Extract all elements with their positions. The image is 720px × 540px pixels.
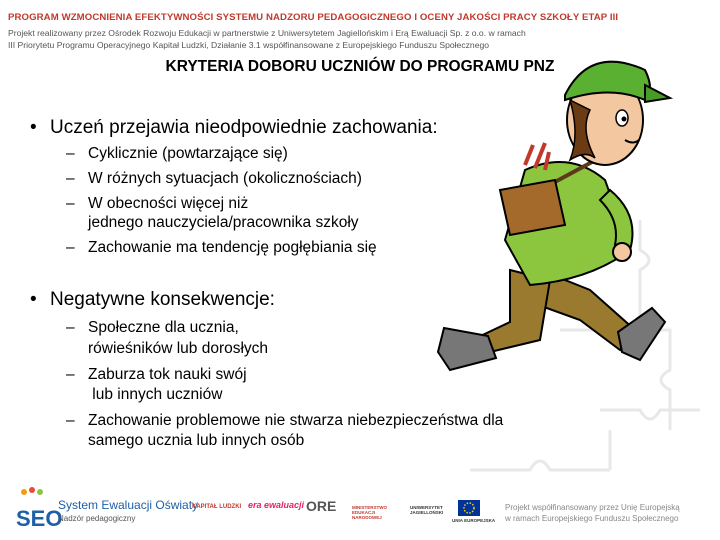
svg-text:SEO: SEO xyxy=(16,506,63,531)
cofinanced-line-2: w ramach Europejskiego Funduszu Społecznego xyxy=(505,514,679,523)
walking-student-illustration xyxy=(430,40,670,410)
system-name: System Ewaluacji Oświaty xyxy=(58,498,199,512)
program-subheader-line-2: III Priorytetu Programu Operacyjnego Kapitał Ludzki, Działanie 3.1 współfinansowane z Europejskiego Funduszu Społecznego xyxy=(8,40,490,50)
sub-item: – Zaburza tok nauki swój xyxy=(66,366,247,383)
section-heading: Uczeń przejawia nieodpowiednie zachowania: xyxy=(50,117,438,138)
seo-logo-icon xyxy=(14,486,63,532)
sub-item: – Społeczne dla ucznia, xyxy=(66,319,239,336)
slide-title: KRYTERIA DOBORU UCZNIÓW DO PROGRAMU PNZ xyxy=(165,58,555,75)
program-header: PROGRAM WZMOCNIENIA EFEKTYWNOŚCI SYSTEMU NADZORU PEDAGOGICZNEGO I OCENY JAKOŚCI PRACY SZKOŁY ETAP III xyxy=(8,12,619,23)
eu-label: UNIA EUROPEJSKA xyxy=(452,518,496,523)
program-subheader-line-1: Projekt realizowany przez Ośrodek Rozwoju Edukacji w partnerstwie z Uniwersytetem Jagiellońskim i Erą Ewaluacji Sp. z o.o. w ramach xyxy=(8,28,526,38)
men-logo: MINISTERSTWO EDUKACJI NARODOWEJ xyxy=(352,505,387,520)
sub-item: – Cyklicznie (powtarzające się) xyxy=(66,145,288,162)
sub-item: – Zachowanie ma tendencję pogłębiania się xyxy=(66,239,377,256)
sub-item: – W różnych sytuacjach (okolicznościach) xyxy=(66,170,362,187)
bullet-symbol: • xyxy=(30,289,37,310)
uj-logo: UNIWERSYTET JAGIELLOŃSKI xyxy=(410,505,444,515)
bullet-consequences xyxy=(30,289,275,311)
eu-flag-icon xyxy=(458,500,480,516)
era-ewaluacji-logo: era ewaluacji xyxy=(248,500,305,510)
bullet-behaviour xyxy=(30,117,438,139)
sub-item-continuation: jednego nauczyciela/pracownika szkoły xyxy=(88,214,359,231)
section-heading: Negatywne konsekwencje: xyxy=(50,289,275,310)
sub-item: – W obecności więcej niż xyxy=(66,195,249,212)
seo-logo xyxy=(14,486,63,537)
bullet-symbol: • xyxy=(30,117,37,138)
sub-item: – Zachowanie problemowe nie stwarza niebezpieczeństwa dla xyxy=(66,412,504,429)
kapital-ludzki-logo: KAPITAŁ LUDZKI xyxy=(192,504,242,510)
ore-logo: ORE xyxy=(306,498,337,514)
sub-item-continuation: samego ucznia lub innych osób xyxy=(88,432,305,449)
sub-item-continuation: lub innych uczniów xyxy=(88,386,223,403)
system-subtitle: Nadzór pedagogiczny xyxy=(58,514,136,523)
sub-item-continuation: rówieśników lub dorosłych xyxy=(88,340,269,357)
cofinanced-line-1: Projekt współfinansowany przez Unię Europejską xyxy=(505,503,680,512)
